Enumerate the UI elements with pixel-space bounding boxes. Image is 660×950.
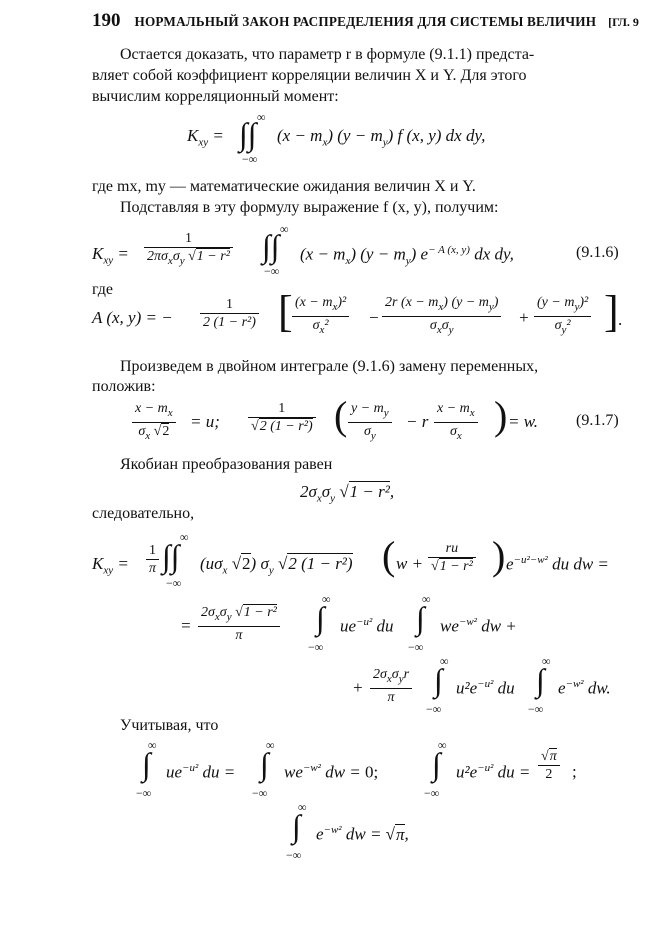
paragraph-line: где xyxy=(92,281,114,298)
paragraph-line: Якобиан преобразования равен xyxy=(120,456,333,473)
chapter-mark: [ГЛ. 9 xyxy=(608,15,639,29)
equation-a: A (x, y) = − $\frac{1}{\text{2 (1 − r²)}}$ [ $\frac{(x - m_x)^2}{\sigma_x^2}$ − 2r $(x - m_x)$ $(y - m_y)$ $\sigma_x\sigma_y$ + $\frac{(y - m_y)^2}{\sigma_y^2}$ ] . xyxy=(92,287,623,336)
running-header xyxy=(92,10,639,32)
equation-kxy: $K_{xy}$ = ∫∫ ∞ −∞ $(x - m_x)$ $(y - m_y)$ f (x, y) dx dy, xyxy=(187,110,486,166)
equation-gauss-integral: ∫ ∞ −∞ $e^{-w^2}$ dw = √π, xyxy=(286,800,409,862)
equation-kxy-substituted-line1: $K_{xy}$ = $\frac{1}{\pi}$ ∫∫ ∞ −∞ ($u\sigma_x$ √2) $\sigma_y$ √2 (1 − r²) ( w + $\frac{ru}{\text{√1 − r²}}$ ) $e^{-u^2-w^2}$ du dw = xyxy=(92,530,609,590)
equation-kxy-substituted-line2: = $2\sigma_x\sigma_y$ √1 − r² π ∫ ∞ −∞ $ue^{-u^2}$ du ∫ ∞ −∞ $we^{-w^2}$ dw + xyxy=(180,592,517,654)
equation-number: (9.1.7) xyxy=(576,412,619,429)
paragraph-line: Учитывая, что xyxy=(120,717,219,734)
running-title: НОРМАЛЬНЫЙ ЗАКОН РАСПРЕДЕЛЕНИЯ ДЛЯ СИСТЕМЫ ВЕЛИЧИН xyxy=(134,14,597,29)
page-number: 190 xyxy=(92,10,121,31)
equation-number: (9.1.6) xyxy=(576,244,619,261)
paragraph-line: следовательно, xyxy=(92,505,195,522)
equation-9-1-7: $\frac{x - m_x}{\sigma_x √2}$ = u; $\frac{1}{\text{√2 (1 − r²)}}$ ( $\frac{y - m_y}{\sigma_y}$ − r $\frac{x - m_x}{\sigma_x}$ ) = w. (9.1.7) xyxy=(132,396,632,448)
equation-9-1-6: $K_{xy}$ = 1 $2\pi\sigma_x\sigma_y$ √1 − r² ∫∫ ∞ −∞ $(x - m_x)$ $(y - m_y)$ $e^{- A (x, y)}$ dx dy, (9.1.6) xyxy=(92,222,619,278)
paragraph-line: вычислим корреляционный момент: xyxy=(92,88,339,105)
paragraph-line: Произведем в двойном интеграле (9.1.6) замену переменных, xyxy=(120,358,539,375)
paragraph-line: где mx, my — математические ожидания величин X и Y. xyxy=(92,178,476,195)
paragraph-line: положив: xyxy=(92,378,156,395)
paragraph-line: Остается доказать, что параметр r в формуле (9.1.1) предста- xyxy=(120,46,535,63)
paragraph-line: вляет собой коэффициент корреляции величин X и Y. Для этого xyxy=(92,67,527,84)
equation-integrals-values: ∫ ∞ −∞ $ue^{-u^2}$ du = ∫ ∞ −∞ $we^{-w^2}$ dw = 0; ∫ ∞ −∞ $u^2e^{-u^2}$ du = $\frac{√\pi}{2}$ ; xyxy=(136,738,577,800)
equation-kxy-substituted-line3: + $2\sigma_x\sigma_yr$ π ∫ ∞ −∞ $u^2e^{-u^2}$ du ∫ ∞ −∞ $e^{-w^2}$ dw. xyxy=(352,654,611,716)
equation-jacobian: $2\sigma_x\sigma_y$ √1 − r², xyxy=(300,482,395,505)
paragraph-line: Подставляя в эту формулу выражение f (x, y), получим: xyxy=(120,199,499,216)
